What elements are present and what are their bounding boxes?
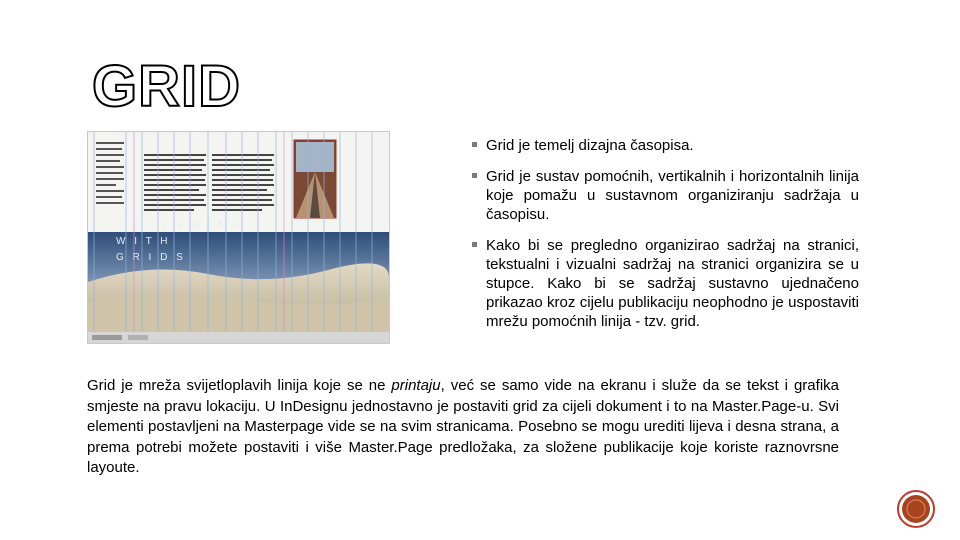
bullet-item: [472, 167, 859, 224]
square-bullet-icon: [472, 142, 477, 147]
bullet-text: Grid je sustav pomoćnih, vertikalnih i horizontalnih linija koje pomažu u sustavnom organiziranju sadržaja u časopisu.: [486, 168, 859, 223]
overlay-line-3: G R I D S: [116, 252, 186, 263]
body-paragraph: [87, 376, 839, 479]
road-photo: [294, 140, 336, 218]
body-text-start: Grid je mreža svijetloplavih linija koje se ne: [87, 377, 392, 394]
bullet-text: Kako bi se pregledno organizirao sadržaj na stranici, tekstualni i vizualni sadržaj na stranici organizira se u stupce. Kako bi se sadržaj sustavno ujednačeno prikazao kroz cijelu publikaciju neophodno je uspostaviti mrežu pomoćnih linija - tzv. grid.: [486, 237, 859, 330]
bullet-item: [472, 136, 859, 155]
square-bullet-icon: [472, 173, 477, 178]
bullet-text: Grid je temelj dizajna časopisa.: [486, 137, 694, 154]
bullet-item: [472, 236, 859, 331]
desert-photo: [88, 232, 389, 332]
grid-layout-image: [88, 132, 389, 343]
square-bullet-icon: [472, 242, 477, 247]
slide-title: GRID: [92, 54, 241, 119]
overlay-line-1: D E S I G N I N G: [116, 220, 246, 231]
bullet-list: [472, 136, 859, 343]
indesign-grid-screenshot: [87, 131, 390, 344]
overlay-line-2: W I T H: [116, 236, 171, 247]
circle-logo-icon: [896, 489, 936, 529]
body-text-italic: printaju: [391, 377, 441, 394]
body-text-end: , već se samo vide na ekranu i služe da se tekst i grafika smjeste na pravu lokaciju. U InDesignu jednostavno je postaviti grid za cijeli dokument i to na Master.Page-u. Svi elementi postavljeni na Masterpage vide se na svim stranicama. Posebno se mogu urediti lijeva i desna strana, a prema potrebi možete postaviti i više Master.Page predložaka, za složene publikacije koje koriste raznovrsne layoute.: [87, 377, 839, 476]
slide-badge: [896, 489, 936, 529]
